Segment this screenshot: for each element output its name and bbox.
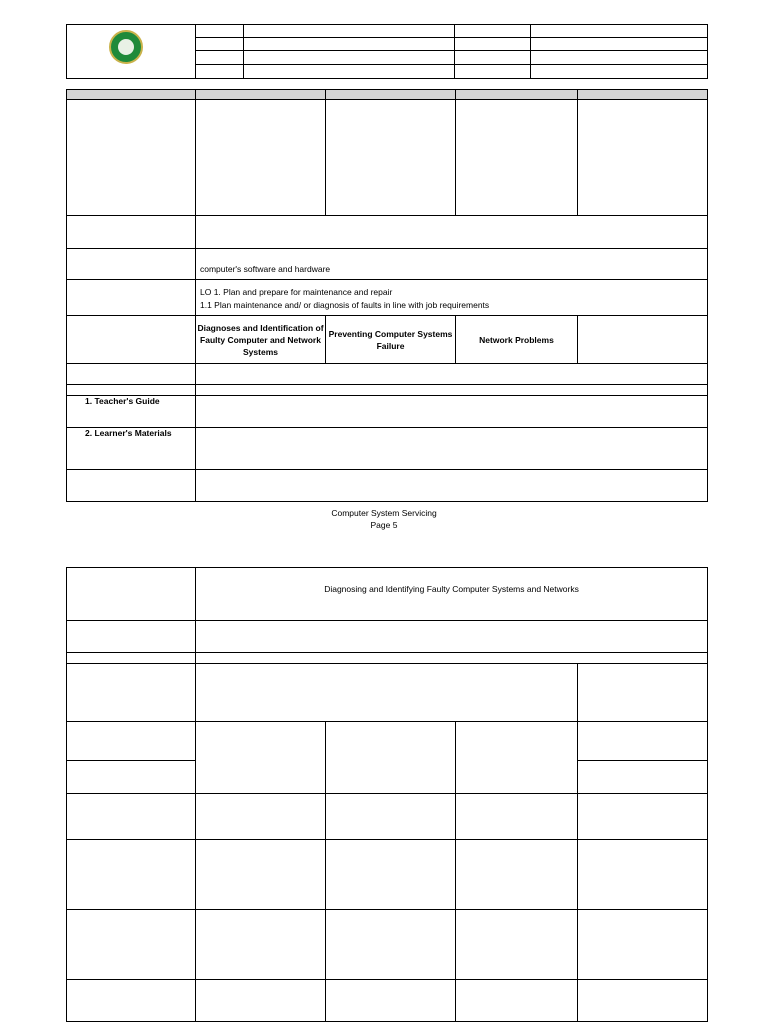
teachers-guide-label: 1. Teacher's Guide <box>67 396 196 428</box>
topic-network: Network Problems <box>456 316 578 364</box>
header-table <box>66 24 708 79</box>
lesson-table-page2 <box>66 567 708 1022</box>
school-seal-icon <box>109 30 143 64</box>
footer <box>0 507 768 531</box>
lo-line-1: LO 1. Plan and prepare for maintenance and repair <box>200 287 393 297</box>
footer-page-number: Page 5 <box>370 520 398 530</box>
topic-title: Diagnosing and Identifying Faulty Computer Systems and Networks <box>324 584 579 594</box>
topic-preventing: Preventing Computer Systems Failure <box>326 316 456 364</box>
lesson-table-page1 <box>66 89 708 502</box>
footer-subject: Computer System Servicing <box>331 508 437 518</box>
learners-materials-label: 2. Learner's Materials <box>67 428 196 470</box>
lo-line-2: 1.1 Plan maintenance and/ or diagnosis of faults in line with job requirements <box>200 300 490 310</box>
competency-text: computer's software and hardware <box>200 264 331 274</box>
topic-diagnoses: Diagnoses and Identification of Faulty Computer and Network Systems <box>196 316 326 364</box>
logo-cell <box>67 25 196 79</box>
